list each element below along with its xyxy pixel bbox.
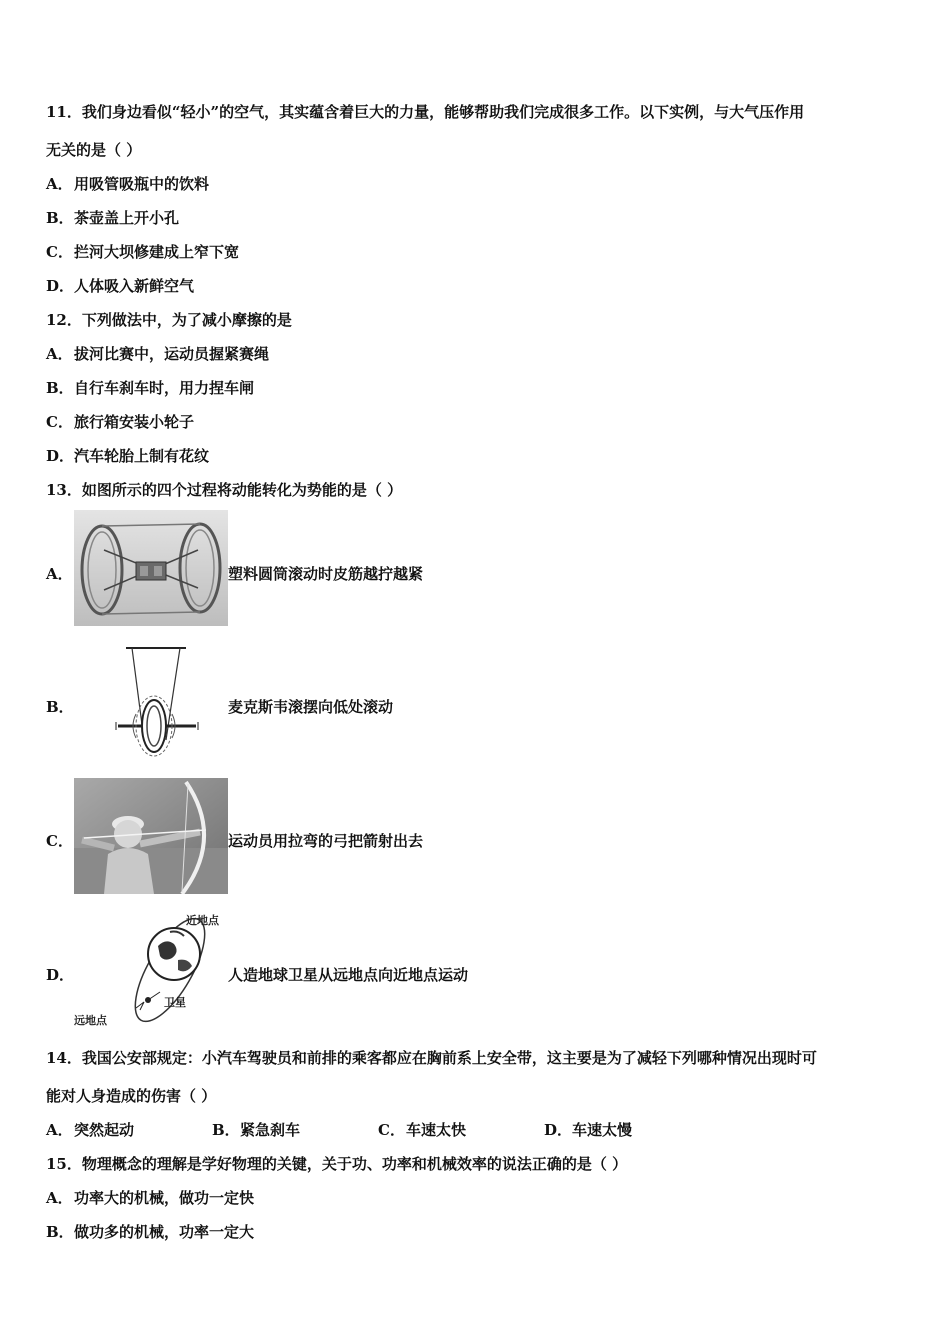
q12-option-d[interactable] xyxy=(46,446,209,466)
option-letter: D． xyxy=(46,966,75,984)
q14-option-d[interactable] xyxy=(544,1120,632,1140)
option-text: 汽车轮胎上制有花纹 xyxy=(74,447,210,465)
q11-stem-line2: 无关的是（ ） xyxy=(46,141,142,159)
option-text: 用吸管吸瓶中的饮料 xyxy=(74,175,210,193)
q14-options xyxy=(46,1120,632,1140)
q15-option-a[interactable] xyxy=(46,1188,254,1208)
q14-option-c[interactable] xyxy=(378,1120,544,1140)
q12-option-a[interactable] xyxy=(46,344,269,364)
option-letter: B． xyxy=(46,379,74,397)
option-text: 车速太快 xyxy=(406,1121,467,1139)
option-letter: C． xyxy=(46,243,73,261)
option-text: 功率大的机械，做功一定快 xyxy=(74,1189,255,1207)
apogee-label: 远地点 xyxy=(74,1015,107,1027)
satellite-label: 卫星 xyxy=(164,997,186,1009)
q12-option-c[interactable] xyxy=(46,412,194,432)
option-text: 车速太慢 xyxy=(572,1121,633,1139)
option-text: 人体吸入新鲜空气 xyxy=(74,277,195,295)
q11-option-d[interactable] xyxy=(46,276,194,296)
option-letter: A． xyxy=(46,1121,73,1139)
q11-option-a[interactable] xyxy=(46,174,209,194)
option-text: 拦河大坝修建成上窄下宽 xyxy=(74,243,240,261)
q14-option-b[interactable] xyxy=(212,1120,378,1140)
option-text: 做功多的机械，功率一定大 xyxy=(74,1223,255,1241)
option-letter: B． xyxy=(212,1121,240,1139)
q14-option-a[interactable] xyxy=(46,1120,212,1140)
option-letter: C． xyxy=(46,413,73,431)
option-text: 突然起动 xyxy=(74,1121,135,1139)
q11-option-b[interactable] xyxy=(46,208,179,228)
q12-option-b[interactable] xyxy=(46,378,254,398)
option-text: 自行车刹车时，用力捏车闸 xyxy=(74,379,255,397)
option-text: 人造地球卫星从远地点向近地点运动 xyxy=(228,966,469,984)
q12-stem: 12．下列做法中，为了减小摩擦的是 xyxy=(46,311,292,329)
option-letter: B． xyxy=(46,209,74,227)
option-letter: D． xyxy=(46,447,75,465)
option-letter: B． xyxy=(46,698,74,716)
perigee-label: 近地点 xyxy=(186,915,219,927)
option-letter: D． xyxy=(544,1121,573,1139)
option-letter: A． xyxy=(46,1189,73,1207)
q14-stem-line2: 能对人身造成的伤害（ ） xyxy=(46,1087,217,1105)
option-text: 拔河比赛中，运动员握紧赛绳 xyxy=(74,345,270,363)
option-letter: B． xyxy=(46,1223,74,1241)
option-letter: C． xyxy=(378,1121,405,1139)
rolling-cylinder-photo xyxy=(74,510,228,626)
option-letter: A． xyxy=(46,345,73,363)
q11-stem-line1: 11．我们身边看似“轻小”的空气，其实蕴含着巨大的力量，能够帮助我们完成很多工作。以下实例，与大气压作用 xyxy=(46,103,805,121)
maxwell-wheel-diagram xyxy=(74,644,228,760)
option-letter: C． xyxy=(46,832,73,850)
archer-photo xyxy=(74,778,228,894)
option-letter: A． xyxy=(46,175,73,193)
option-text: 茶壶盖上开小孔 xyxy=(74,209,180,227)
q13-stem: 13．如图所示的四个过程将动能转化为势能的是（ ） xyxy=(46,481,403,499)
option-letter: A． xyxy=(46,565,73,583)
option-text: 麦克斯韦滚摆向低处滚动 xyxy=(228,698,394,716)
q14-stem-line1: 14．我国公安部规定：小汽车驾驶员和前排的乘客都应在胸前系上安全带，这主要是为了减轻下列哪种情况出现时可 xyxy=(46,1049,817,1067)
q15-stem: 15．物理概念的理解是学好物理的关键，关于功、功率和机械效率的说法正确的是（ ） xyxy=(46,1155,628,1173)
option-text: 旅行箱安装小轮子 xyxy=(74,413,195,431)
option-text: 塑料圆筒滚动时皮筋越拧越紧 xyxy=(228,565,424,583)
option-text: 运动员用拉弯的弓把箭射出去 xyxy=(228,832,424,850)
q15-option-b[interactable] xyxy=(46,1222,254,1242)
option-letter: D． xyxy=(46,277,75,295)
option-text: 紧急刹车 xyxy=(240,1121,301,1139)
q11-option-c[interactable] xyxy=(46,242,239,262)
